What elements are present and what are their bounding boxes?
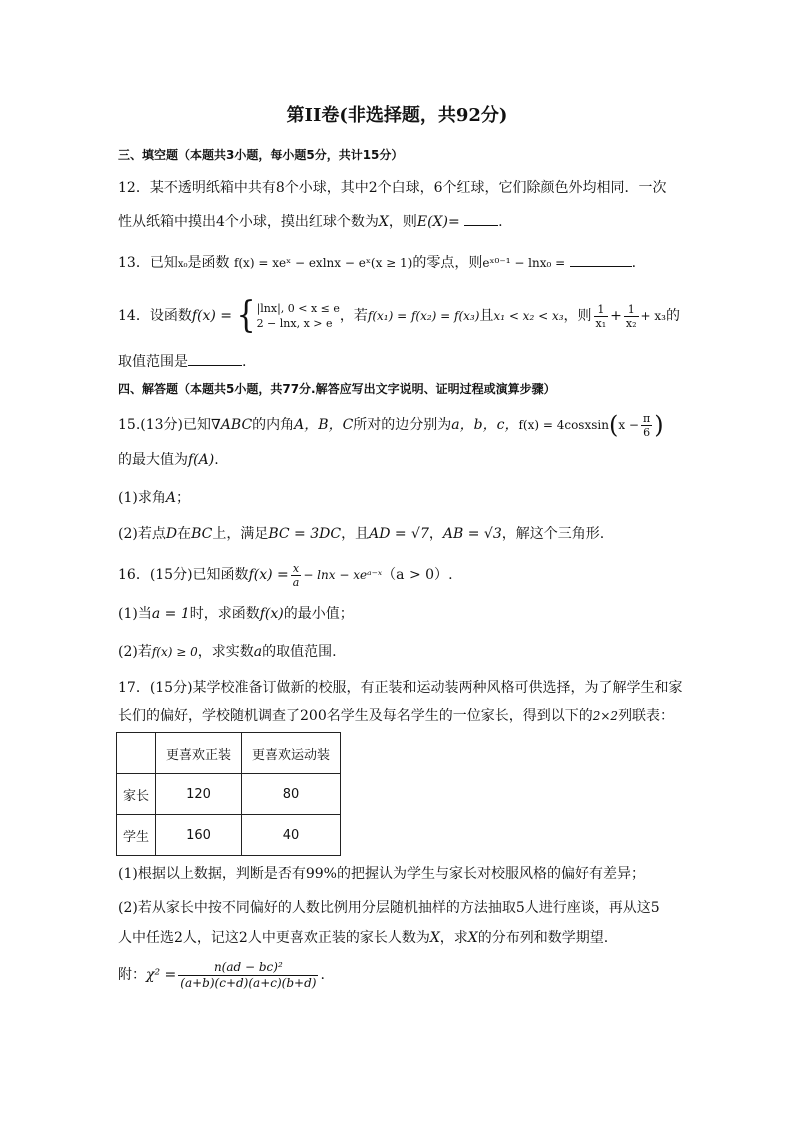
q16-p1-a: (1)当 bbox=[118, 606, 152, 622]
q17-p2-var: X bbox=[429, 930, 440, 946]
q15-pi-over-6 bbox=[641, 412, 652, 439]
q13-text-b: 是函数 bbox=[187, 255, 230, 271]
q17-chi-square: χ² = bbox=[146, 967, 177, 983]
q15-text-c: 所对的边分别为 bbox=[353, 417, 452, 433]
q16-p2-b: ，求实数 bbox=[197, 644, 254, 660]
q16-p1-eq: a = 1 bbox=[151, 606, 190, 622]
q15-p2-eq1: BC = 3DC bbox=[268, 526, 342, 542]
q15-line2 bbox=[118, 450, 219, 470]
q16-frac-den: a bbox=[292, 575, 300, 589]
q12-answer-blank[interactable] bbox=[464, 213, 498, 226]
q14-condition: f(x₁) = f(x₂) = f(x₃) bbox=[367, 309, 480, 323]
q14-line2-text: 取值范围是 bbox=[118, 354, 188, 370]
table-cell: 160 bbox=[156, 815, 242, 856]
q15-p2-D: D bbox=[165, 526, 178, 542]
table-cell: 学生 bbox=[117, 815, 156, 856]
q14-text-d: ，则 bbox=[563, 308, 592, 324]
q17-formula-num: n(ad − bc)² bbox=[178, 960, 318, 976]
q16-p2-ineq: f(x) ≥ 0 bbox=[151, 645, 198, 659]
q14-frac2-den: x₂ bbox=[625, 316, 637, 330]
q13-end: . bbox=[631, 255, 637, 271]
q17-line2-expr: 2×2 bbox=[592, 709, 619, 723]
q17-appendix bbox=[118, 958, 325, 992]
q13-x0: x₀ bbox=[177, 259, 188, 270]
table-header-cell bbox=[117, 733, 156, 774]
q13-answer-blank[interactable] bbox=[570, 254, 632, 267]
q15-max-expr: f(A) bbox=[188, 452, 215, 468]
q15-line1 bbox=[118, 408, 664, 442]
q16-x-over-a bbox=[291, 562, 302, 589]
q14-cases bbox=[257, 301, 340, 331]
q14-case-2: 2 − lnx, x > e bbox=[256, 317, 333, 330]
q15-triangle: ∇ABC bbox=[211, 417, 253, 433]
table-row bbox=[117, 815, 341, 856]
q17-part2-line2 bbox=[118, 928, 608, 948]
q16-rest: − lnx − xeᵃ⁻ˣ bbox=[303, 568, 383, 582]
q15-part2 bbox=[118, 524, 604, 544]
q12-expr: E(X)= bbox=[416, 214, 460, 230]
q15-p1-text: (1)求角 bbox=[118, 490, 166, 506]
q14-text-b: ，若 bbox=[339, 308, 368, 324]
q16-p2-a: (2)若 bbox=[118, 644, 152, 660]
q17-formula-den: (a+b)(c+d)(a+c)(b+d) bbox=[180, 975, 317, 990]
q14-plus: + bbox=[610, 308, 622, 324]
q17-p2-c: 的分布列和数学期望. bbox=[477, 930, 609, 946]
table-cell: 家长 bbox=[117, 774, 156, 815]
q15-p2-f: ，解这个三角形. bbox=[501, 526, 605, 542]
q15-six: 6 bbox=[643, 425, 651, 439]
q14-end: . bbox=[242, 354, 247, 370]
q16-condition: （a > 0） bbox=[382, 567, 449, 583]
section-3-heading: 三、填空题（本题共3小题，每小题5分，共计15分） bbox=[118, 148, 404, 162]
q15-p2-eq2: AD = √7 bbox=[369, 526, 429, 542]
q15-p1-end: ； bbox=[175, 490, 190, 506]
q15-paren-left: ( bbox=[608, 411, 619, 439]
q17-line2-a: 长们的偏好，学校随机调查了200名学生及每名学生的一位家长，得到以下的 bbox=[118, 708, 593, 724]
q14-fraction-2 bbox=[624, 303, 639, 330]
q14-answer-blank[interactable] bbox=[188, 353, 242, 366]
q14-text-a: 14．设函数 bbox=[118, 308, 192, 324]
q17-p2-a: 人中任选2人，记这2人中更喜欢正装的家长人数为 bbox=[118, 930, 430, 946]
q12-var-x: X bbox=[378, 214, 389, 230]
q12-text-a: 性从纸箱中摸出4个小球，摸出红球个数为 bbox=[118, 214, 379, 230]
q15-line2-end: . bbox=[214, 452, 219, 468]
q17-chi-formula bbox=[178, 960, 318, 991]
q14-frac1-num: 1 bbox=[594, 303, 609, 317]
q16-p2-var: a bbox=[253, 644, 263, 660]
q15-p2-d: ，且 bbox=[341, 526, 370, 542]
q15-p2-a: (2)若点 bbox=[118, 526, 166, 542]
q15-text-b: 的内角 bbox=[252, 417, 295, 433]
q14-tail: + x₃ bbox=[640, 309, 666, 323]
q17-line2-b: 列联表： bbox=[618, 708, 675, 724]
table-header-cell: 更喜欢正装 bbox=[156, 733, 242, 774]
section-4-heading: 四、解答题（本题共5小题，共77分.解答应写出文字说明、证明过程或演算步骤） bbox=[118, 382, 556, 396]
q15-angles: A，B，C bbox=[294, 417, 354, 433]
q16-end: . bbox=[448, 567, 453, 583]
q14-frac1-den: x₁ bbox=[595, 316, 607, 330]
q14-line1 bbox=[118, 294, 680, 337]
table-header-row bbox=[117, 733, 341, 774]
q15-sides: a，b，c， bbox=[451, 417, 519, 433]
q15-p2-b: 在 bbox=[177, 526, 192, 542]
q16-part2 bbox=[118, 642, 337, 662]
q16-line1 bbox=[118, 560, 453, 590]
q12-end: . bbox=[498, 214, 503, 230]
q15-part1 bbox=[118, 488, 190, 508]
q14-text-e: 的 bbox=[665, 308, 680, 324]
q15-p2-e: ， bbox=[428, 526, 443, 542]
q17-part1: (1)根据以上数据，判断是否有99%的把握认为学生与家长对校服风格的偏好有差异； bbox=[118, 866, 645, 882]
q14-brace: { bbox=[236, 294, 256, 337]
q13-function: f(x) = xeˣ − exlnx − eˣ(x ≥ 1) bbox=[233, 256, 413, 270]
table-cell: 80 bbox=[242, 774, 341, 815]
q15-p2-BC: BC bbox=[191, 526, 213, 542]
q13-text-a: 13．已知 bbox=[118, 255, 178, 271]
q15-p2-eq3: AB = √3 bbox=[442, 526, 502, 542]
q16-p1-fx: f(x) bbox=[259, 606, 284, 622]
q16-fx: f(x) = bbox=[248, 567, 289, 583]
q13-line bbox=[118, 253, 636, 275]
page-title: 第II卷(非选择题，共92分) bbox=[286, 105, 508, 126]
q12-line1: 12．某不透明纸箱中共有8个小球，其中2个白球，6个红球，它们除颜色外均相同．一次 bbox=[118, 180, 667, 196]
q15-line2-text: 的最大值为 bbox=[118, 452, 188, 468]
q16-text-a: 16．(15分)已知函数 bbox=[118, 567, 249, 583]
q13-expr: eˣ⁰⁻¹ − lnx₀ = bbox=[482, 256, 566, 270]
q15-function: f(x) = 4cosxsin bbox=[518, 418, 609, 432]
q16-p1-b: 时，求函数 bbox=[189, 606, 260, 622]
q17-p2-var2: X bbox=[467, 930, 478, 946]
q14-line2 bbox=[118, 352, 246, 372]
q14-order: x₁ < x₂ < x₃ bbox=[493, 309, 564, 323]
q15-text-a: 15.(13分)已知 bbox=[118, 417, 212, 433]
q15-pi: π bbox=[642, 411, 651, 425]
q12-text-b: ，则 bbox=[388, 214, 417, 230]
q14-fx: f(x) = bbox=[191, 308, 233, 324]
table-cell: 120 bbox=[156, 774, 242, 815]
q13-text-c: 的零点，则 bbox=[412, 255, 483, 271]
q17-line1: 17．(15分)某学校准备订做新的校服，有正装和运动装两种风格可供选择，为了解学生和家 bbox=[118, 680, 683, 696]
q14-frac2-num: 1 bbox=[624, 303, 639, 317]
contingency-table bbox=[116, 732, 341, 856]
table-cell: 40 bbox=[242, 815, 341, 856]
table-row bbox=[117, 774, 341, 815]
q12-line2 bbox=[118, 212, 503, 232]
q14-case-1: |lnx|, 0 < x ≤ e bbox=[256, 302, 340, 315]
q15-paren-right: ) bbox=[654, 411, 664, 439]
q17-formula-end: . bbox=[320, 967, 325, 983]
q16-p2-c: 的取值范围. bbox=[262, 644, 337, 660]
q14-text-c: 且 bbox=[479, 308, 494, 324]
q16-frac-num: x bbox=[291, 562, 302, 576]
q15-p2-c: 上，满足 bbox=[212, 526, 269, 542]
q17-appendix-label: 附： bbox=[118, 967, 146, 983]
q15-p1-var: A bbox=[165, 490, 176, 506]
q16-part1 bbox=[118, 604, 354, 624]
table-header-cell: 更喜欢运动装 bbox=[242, 733, 341, 774]
q17-part2-line1: (2)若从家长中按不同偏好的人数比例用分层随机抽样的方法抽取5人进行座谈，再从这5 bbox=[118, 900, 660, 916]
q14-fraction-1 bbox=[594, 303, 609, 330]
q16-p1-c: 的最小值； bbox=[283, 606, 354, 622]
q15-x-minus: x − bbox=[618, 418, 639, 432]
q17-p2-b: ，求 bbox=[439, 930, 468, 946]
q17-line2 bbox=[118, 706, 674, 726]
